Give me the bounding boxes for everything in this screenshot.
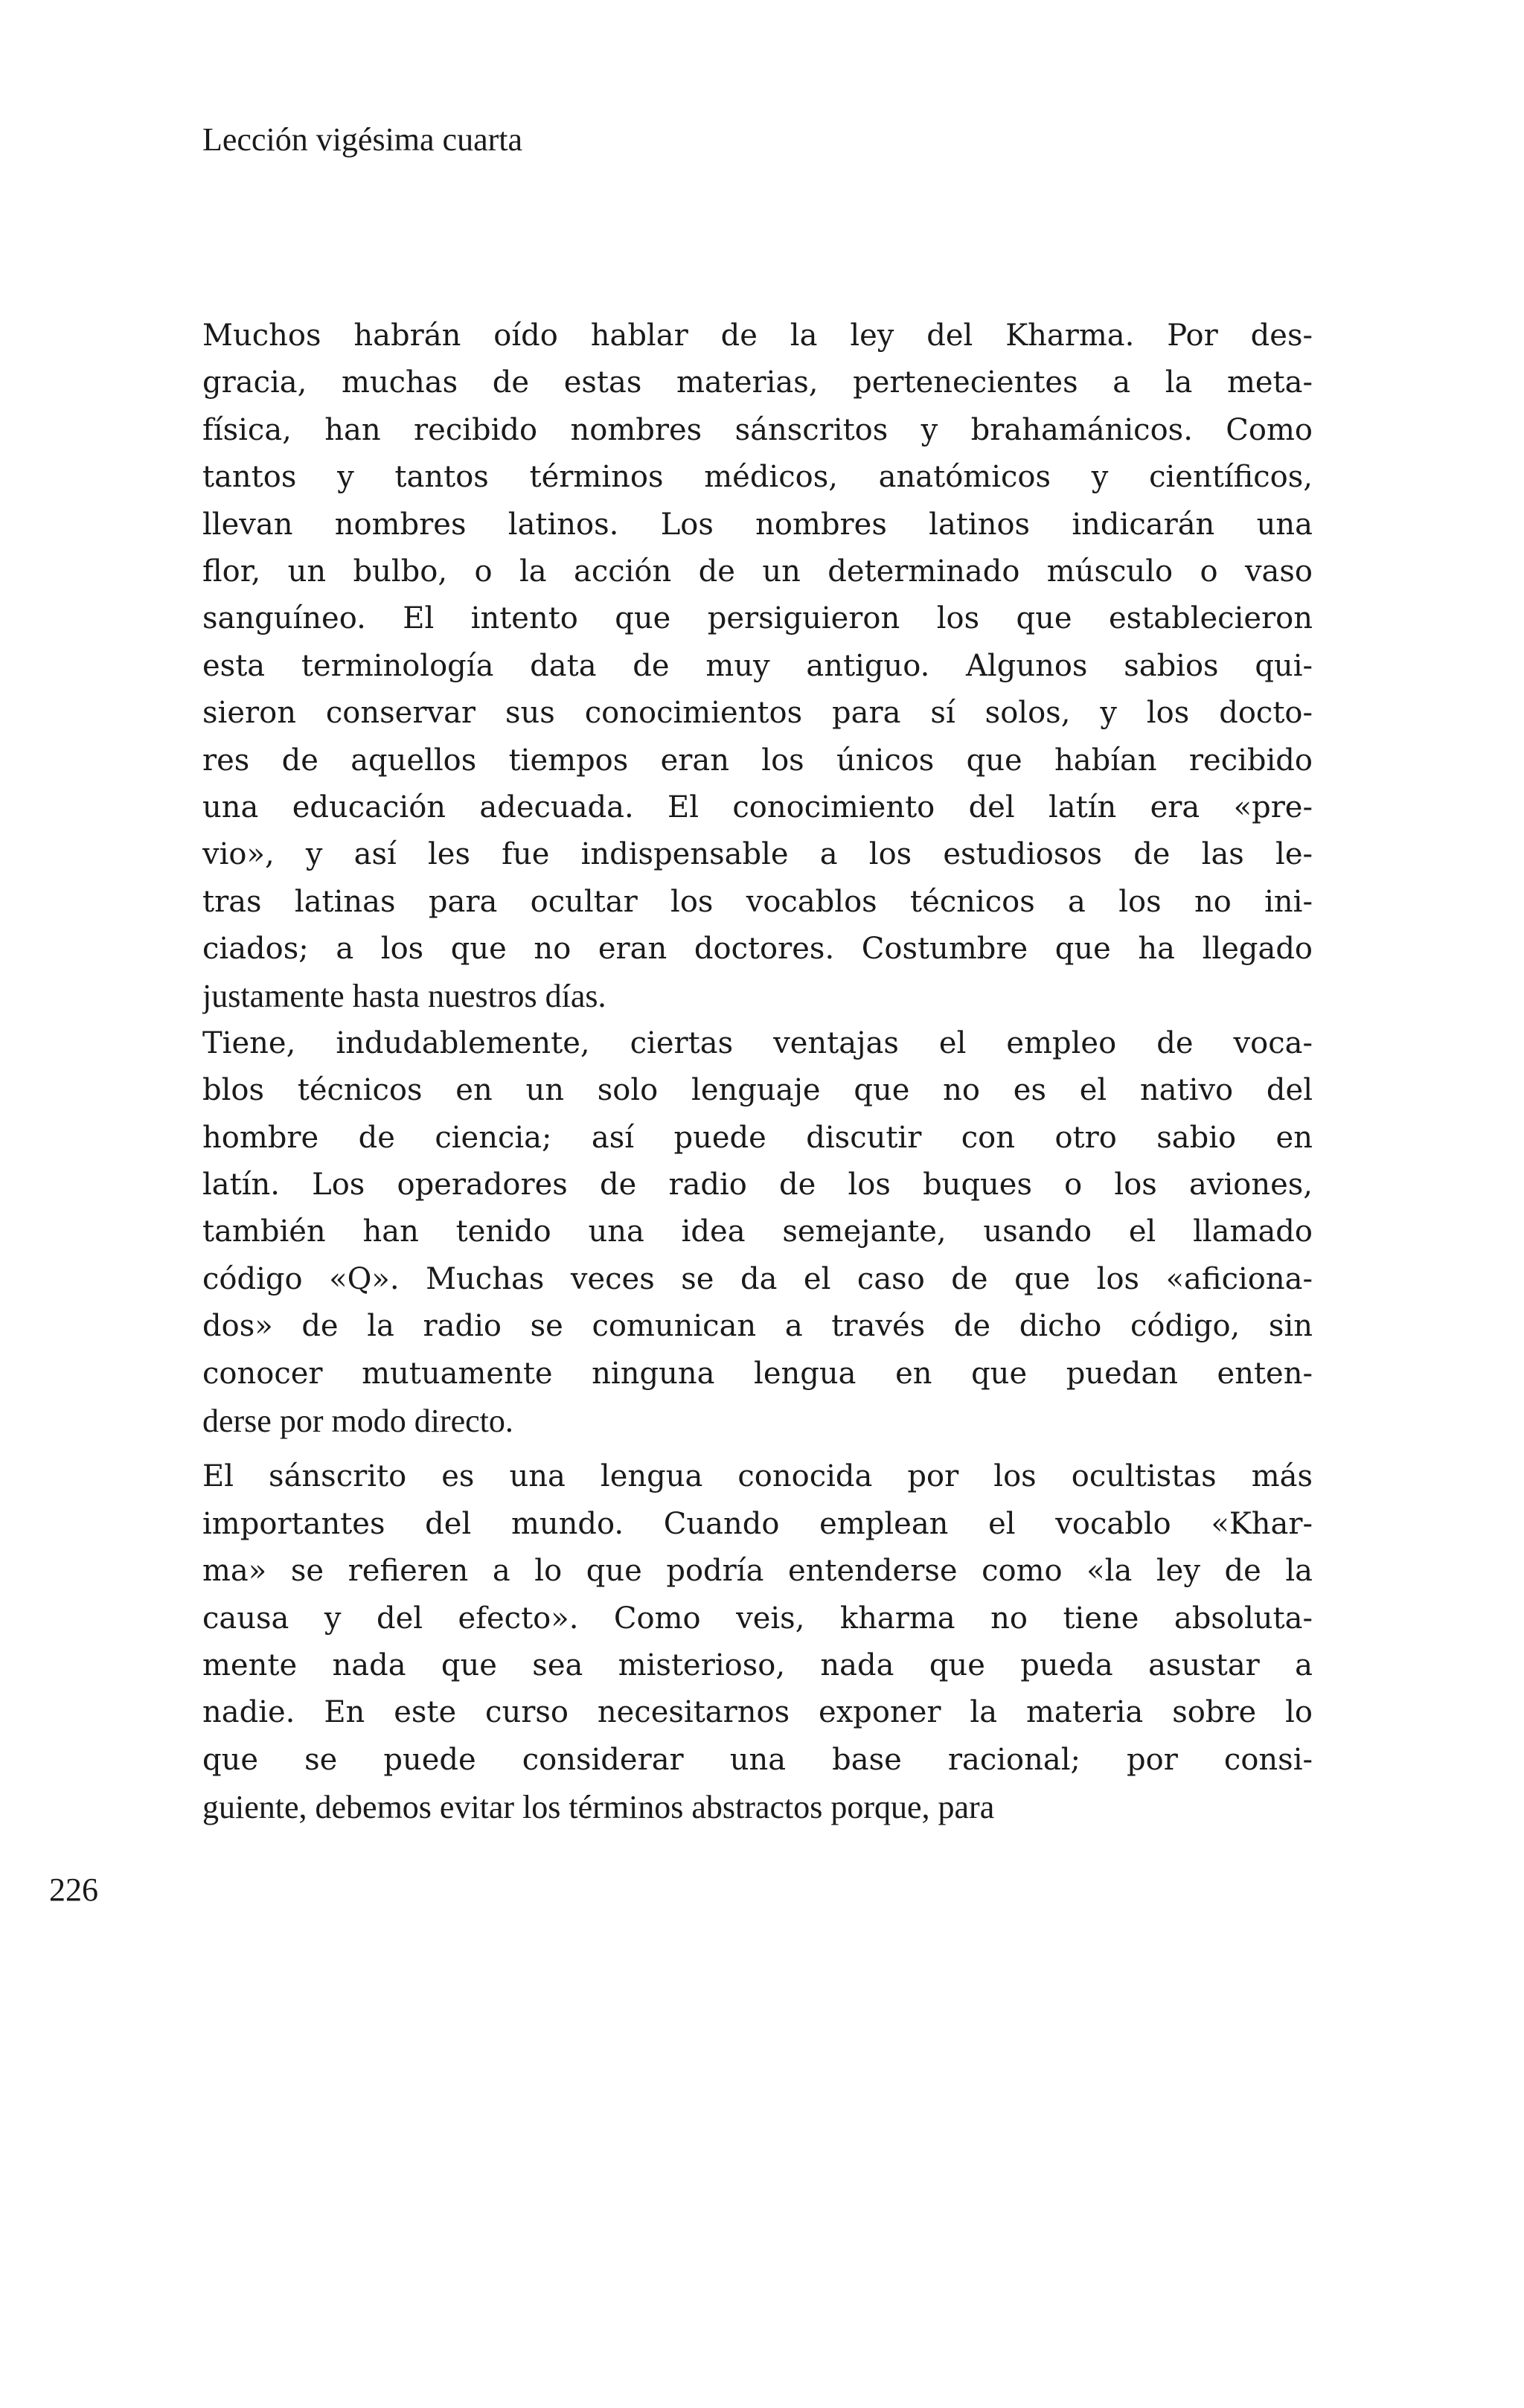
paragraph-2 [202,1020,1313,1445]
text-line: que se puede considerar una base racional; por consi- [202,1742,1313,1777]
paragraph-3 [202,1453,1313,1831]
text-line: El sánscrito es una lengua conocida por los ocultistas más [202,1459,1313,1494]
text-line: conocer mutuamente ninguna lengua en que puedan enten- [202,1356,1313,1391]
text-line: guiente, debemos evitar los términos abstractos porque, para [202,1789,995,1826]
text-line: derse por modo directo. [202,1402,513,1439]
page-number: 226 [49,1871,98,1908]
text-line: sanguíneo. El intento que persiguieron los que establecieron [202,601,1313,636]
text-line: gracia, muchas de estas materias, pertenecientes a la meta- [202,365,1313,400]
text-line: física, han recibido nombres sánscritos y brahamánicos. Como [202,412,1313,447]
text-line: hombre de ciencia; así puede discutir con otro sabio en [202,1120,1313,1155]
text-line: tras latinas para ocultar los vocablos técnicos a los no ini- [202,884,1313,919]
text-line: sieron conservar sus conocimientos para sí solos, y los docto- [202,696,1313,731]
running-header: Lección vigésima cuarta [202,121,523,158]
text-line: importantes del mundo. Cuando emplean el vocablo «Khar- [202,1506,1313,1541]
text-line: ma» se refieren a lo que podría entenderse como «la ley de la [202,1554,1313,1589]
text-line: llevan nombres latinos. Los nombres latinos indicarán una [202,507,1313,542]
text-line: causa y del efecto». Como veis, kharma no tiene absoluta- [202,1601,1313,1636]
text-line: justamente hasta nuestros días. [202,978,606,1015]
text-line: res de aquellos tiempos eran los únicos que habían recibido [202,743,1313,778]
text-line: blos técnicos en un solo lenguaje que no es el nativo del [202,1073,1313,1108]
text-line: una educación adecuada. El conocimiento del latín era «pre- [202,790,1313,824]
text-line: tantos y tantos términos médicos, anatómicos y científicos, [202,460,1313,495]
text-line: Tiene, indudablemente, ciertas ventajas el empleo de voca- [202,1025,1313,1060]
text-line: latín. Los operadores de radio de los buques o los aviones, [202,1168,1313,1203]
text-line: también han tenido una idea semejante, usando el llamado [202,1214,1313,1249]
body-text [202,313,1313,1831]
text-line: ciados; a los que no eran doctores. Costumbre que ha llegado [202,932,1313,967]
text-line: flor, un bulbo, o la acción de un determinado músculo o vaso [202,554,1313,589]
text-line: mente nada que sea misterioso, nada que pueda asustar a [202,1648,1313,1682]
paragraph-gap [202,1444,1313,1453]
paragraph-1 [202,313,1313,1020]
text-line: nadie. En este curso necesitarnos exponer la materia sobre lo [202,1695,1313,1730]
text-line: código «Q». Muchas veces se da el caso de que los «aficiona- [202,1261,1313,1296]
text-line: esta terminología data de muy antiguo. Algunos sabios qui- [202,648,1313,683]
text-line: dos» de la radio se comunican a través de dicho código, sin [202,1309,1313,1344]
text-line: Muchos habrán oído hablar de la ley del Kharma. Por des- [202,318,1313,353]
text-line: vio», y así les fue indispensable a los estudiosos de las le- [202,837,1313,872]
